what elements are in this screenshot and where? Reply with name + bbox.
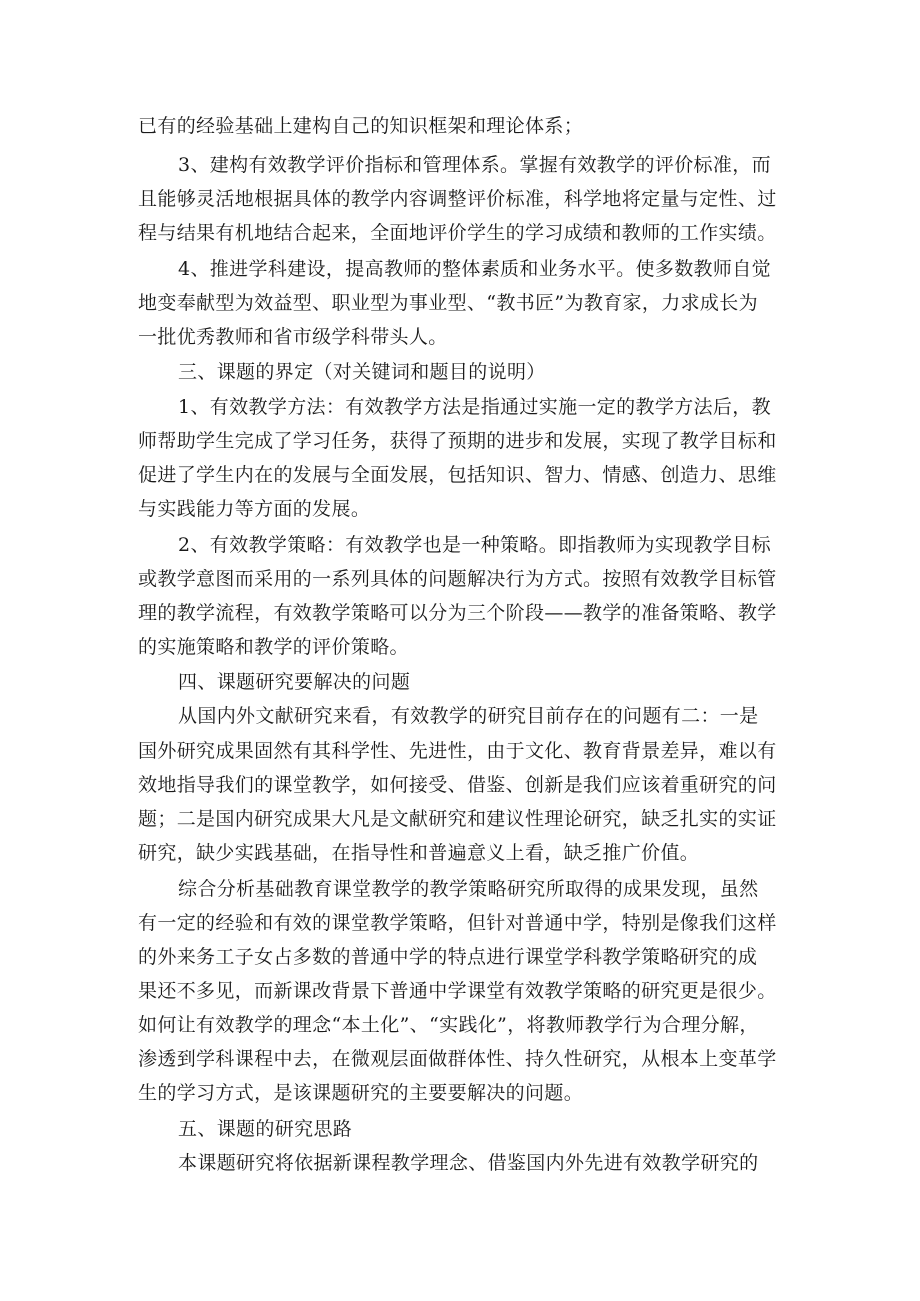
text-line: 促进了学生内在的发展与全面发展，包括知识、智力、情感、创造力、思维 [138, 464, 777, 486]
text-line: 从国内外文献研究来看，有效教学的研究目前存在的问题有二：一是 [178, 705, 759, 727]
section-heading: 四、课题研究要解决的问题 [178, 671, 411, 693]
text-line: 的实施策略和教学的评价策略。 [138, 636, 409, 658]
text-line: 如何让有效教学的理念“本土化”、“实践化”，将教师教学行为合理分解， [138, 1014, 759, 1036]
text-line: 有一定的经验和有效的课堂教学策略，但针对普通中学，特别是像我们这样 [138, 912, 777, 934]
text-line: 研究，缺少实践基础，在指导性和普遍意义上看，缺乏推广价值。 [138, 842, 700, 864]
text-line: 一批优秀教师和省市级学科带头人。 [138, 326, 448, 348]
text-line: 3、建构有效教学评价指标和管理体系。掌握有效教学的评价标准，而 [178, 154, 771, 176]
text-line: 师帮助学生完成了学习任务，获得了预期的进步和发展，实现了教学目标和 [138, 430, 777, 452]
text-line: 理的教学流程，有效教学策略可以分为三个阶段——教学的准备策略、教学 [138, 602, 777, 624]
text-line: 1、有效教学方法：有效教学方法是指通过实施一定的教学方法后，教 [178, 396, 771, 418]
section-heading: 五、课题的研究思路 [178, 1118, 353, 1140]
text-line: 已有的经验基础上建构自己的知识框架和理论体系； [138, 115, 584, 137]
text-line: 的外来务工子女占多数的普通中学的特点进行课堂学科教学策略研究的成 [138, 946, 758, 968]
text-line: 地变奉献型为效益型、职业型为事业型、“教书匠”为教育家，力求成长为 [138, 292, 758, 314]
text-line: 效地指导我们的课堂教学，如何接受、借鉴、创新是我们应该着重研究的问 [138, 774, 777, 796]
text-line: 国外研究成果固然有其科学性、先进性，由于文化、教育背景差异，难以有 [138, 740, 777, 762]
text-line: 或教学意图而采用的一系列具体的问题解决行为方式。按照有效教学目标管 [138, 568, 777, 590]
text-line: 2、有效教学策略：有效教学也是一种策略。即指教师为实现教学目标 [178, 534, 771, 556]
text-line: 本课题研究将依据新课程教学理念、借鉴国内外先进有效教学研究的 [178, 1152, 759, 1174]
text-line: 生的学习方式，是该课题研究的主要要解决的问题。 [138, 1082, 584, 1104]
text-line: 果还不多见，而新课改背景下普通中学课堂有效教学策略的研究更是很少。 [138, 980, 777, 1002]
text-line: 程与结果有机地结合起来，全面地评价学生的学习成绩和教师的工作实绩。 [138, 222, 777, 244]
text-line: 4、推进学科建设，提高教师的整体素质和业务水平。使多数教师自觉 [178, 258, 771, 280]
text-line: 综合分析基础教育课堂教学的教学策略研究所取得的成果发现，虽然 [178, 878, 759, 900]
section-heading: 三、课题的界定（对关键词和题目的说明） [178, 361, 546, 383]
text-line: 且能够灵活地根据具体的教学内容调整评价标准，科学地将定量与定性、过 [138, 188, 777, 210]
text-line: 与实践能力等方面的发展。 [138, 498, 371, 520]
text-line: 渗透到学科课程中去，在微观层面做群体性、持久性研究，从根本上变革学 [138, 1048, 777, 1070]
text-line: 题；二是国内研究成果大凡是文献研究和建议性理论研究，缺乏扎实的实证 [138, 808, 777, 830]
